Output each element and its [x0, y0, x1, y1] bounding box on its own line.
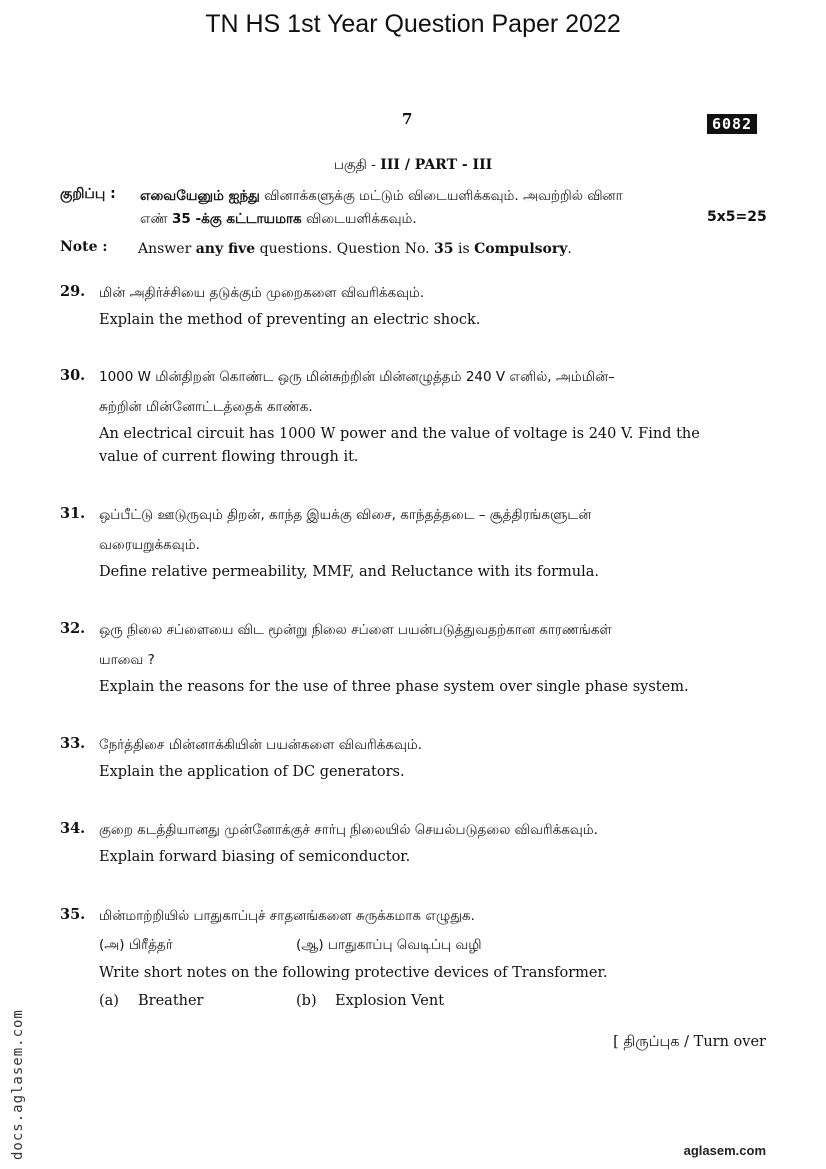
note-t1: Answer — [138, 241, 196, 257]
question-34-en: Explain forward biasing of semiconductor. — [99, 849, 411, 865]
marks-scheme: 5x5=25 — [707, 209, 767, 225]
part-title-en: III / PART - III — [380, 157, 493, 173]
question-35-option-a: Breather — [138, 993, 204, 1009]
part-title-ta: பகுதி - — [333, 157, 381, 173]
question-34-number: 34. — [60, 820, 86, 837]
question-33-number: 33. — [60, 735, 86, 752]
question-30-en-line1: An electrical circuit has 1000 W power and the value of voltage is 240 V. Find the — [99, 426, 700, 442]
question-32-ta-line2: யாவை ? — [99, 652, 155, 668]
question-29-en: Explain the method of preventing an electric shock. — [99, 312, 481, 328]
question-30-en-line2: value of current flowing through it. — [99, 449, 359, 465]
paper-code: 6082 — [707, 114, 757, 134]
question-30-number: 30. — [60, 367, 86, 384]
question-35-option-a-ta: (அ) பிரீத்தர் — [99, 937, 173, 953]
question-33-ta: நேர்த்திசை மின்னாக்கியின் பயன்களை விவரிக்கவும். — [99, 737, 423, 753]
instruction-ta-line2 — [140, 209, 417, 229]
question-31-ta-line1: ஒப்பீட்டு ஊடுருவும் திறன், காந்த இயக்கு விசை, காந்தத்தடை – சூத்திரங்களுடன் — [99, 507, 592, 523]
instruction-ta-bold1: எவையேனும் ஐந்து — [140, 188, 260, 204]
question-35-number: 35. — [60, 906, 86, 923]
note-b2: 35 — [434, 241, 454, 257]
question-32-number: 32. — [60, 620, 86, 637]
note-b3: Compulsory — [474, 241, 568, 257]
question-29-ta: மின் அதிர்ச்சியை தடுக்கும் முறைகளை விவரிக்கவும். — [99, 285, 425, 301]
question-32-ta-line1: ஒரு நிலை சப்ளையை விட மூன்று நிலை சப்ளை பயன்படுத்துவதற்கான காரணங்கள் — [99, 622, 612, 638]
turn-over-note: [ திருப்புக / Turn over — [613, 1034, 766, 1050]
question-31-ta-line2: வரையறுக்கவும். — [99, 537, 200, 553]
instruction-ta-label: குறிப்பு : — [60, 186, 116, 202]
question-35-en: Write short notes on the following protective devices of Transformer. — [99, 965, 608, 981]
question-31-en: Define relative permeability, MMF, and Reluctance with its formula. — [99, 564, 599, 580]
note-t2: questions. Question No. — [255, 241, 435, 257]
site-watermark: aglasem.com — [683, 1143, 766, 1158]
note-text — [138, 239, 572, 259]
question-30-ta-line1: 1000 W மின்திறன் கொண்ட ஒரு மின்சுற்றின் மின்னழுத்தம் 240 V எனில், அம்மின்– — [99, 369, 615, 385]
instruction-ta-text2b: விடையளிக்கவும். — [301, 211, 417, 227]
question-35-ta: மின்மாற்றியில் பாதுகாப்புச் சாதனங்களை சுருக்கமாக எழுதுக. — [99, 908, 475, 924]
question-29-number: 29. — [60, 283, 86, 300]
note-b1: any five — [195, 241, 256, 257]
instruction-ta-bold2: 35 -க்கு கட்டாயமாக — [172, 211, 302, 227]
note-t3: is — [453, 241, 475, 257]
instruction-ta-text1: வினாக்களுக்கு மட்டும் விடையளிக்கவும். அவற்றில் வினா — [259, 188, 623, 204]
part-title — [0, 157, 826, 175]
question-34-ta: குறை கடத்தியானது முன்னோக்குச் சார்பு நிலையில் செயல்படுதலை விவரிக்கவும். — [99, 822, 598, 838]
page-number: 7 — [402, 110, 413, 128]
note-t4: . — [567, 241, 572, 257]
page-banner: TN HS 1st Year Question Paper 2022 — [205, 10, 621, 38]
question-33-en: Explain the application of DC generators. — [99, 764, 405, 780]
question-35-option-b-label: (b) — [296, 993, 317, 1009]
question-30-ta-line2: சுற்றின் மின்னோட்டத்தைக் காண்க. — [99, 399, 313, 415]
question-35-option-a-label: (a) — [99, 993, 119, 1009]
instruction-ta-text2a: எண் — [140, 211, 173, 227]
note-label: Note : — [60, 239, 108, 255]
question-35-option-b: Explosion Vent — [335, 993, 445, 1009]
question-35-option-b-ta: (ஆ) பாதுகாப்பு வெடிப்பு வழி — [296, 937, 482, 953]
instruction-ta-line1 — [140, 186, 623, 206]
side-watermark: docs.aglasem.com — [10, 1009, 26, 1160]
question-31-number: 31. — [60, 505, 86, 522]
question-32-en: Explain the reasons for the use of three phase system over single phase system. — [99, 679, 689, 695]
